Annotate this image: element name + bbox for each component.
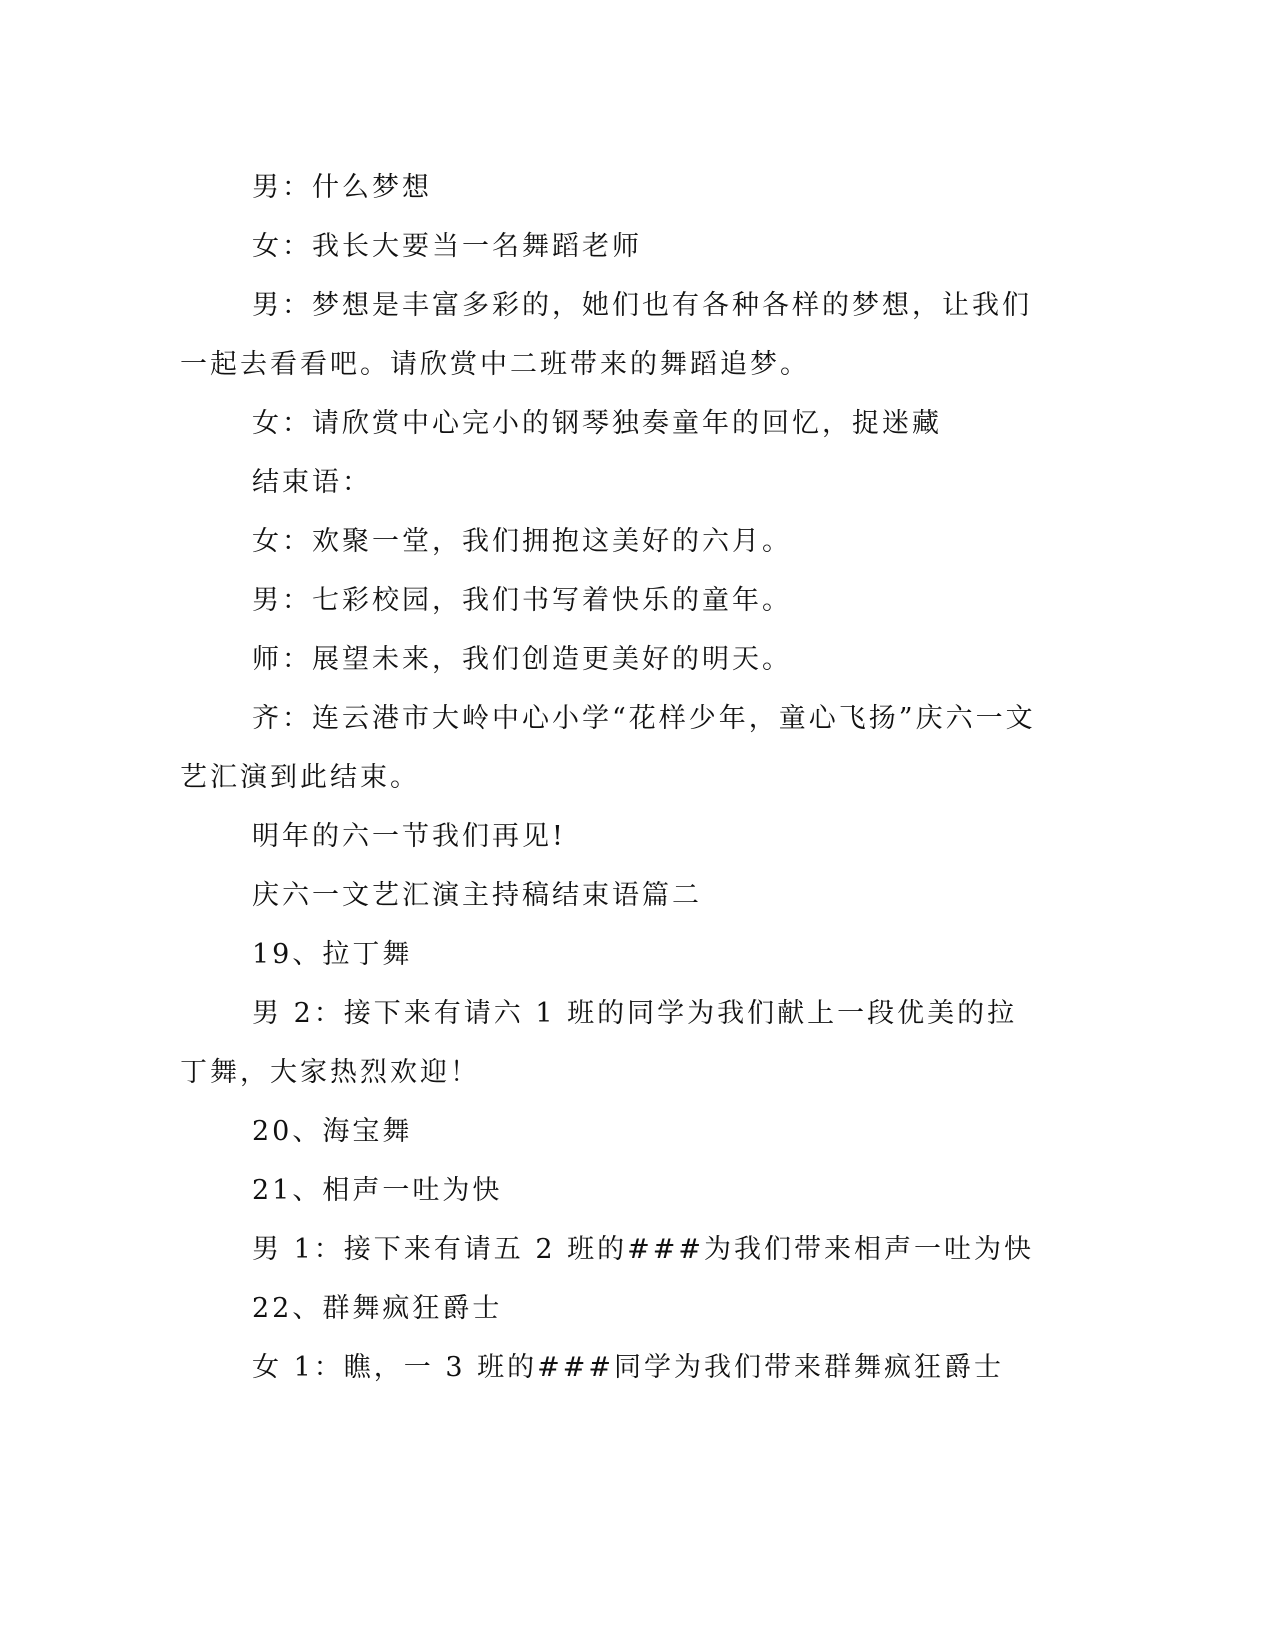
paragraph: 女 1：瞧，一 3 班的###同学为我们带来群舞疯狂爵士 (252, 1352, 1004, 1383)
program-item: 19、拉丁舞 (252, 939, 413, 970)
paragraph: 女：欢聚一堂，我们拥抱这美好的六月。 (252, 526, 792, 557)
section-heading: 结束语： (252, 467, 372, 498)
paragraph: 男：什么梦想 (252, 172, 432, 203)
paragraph: 男：梦想是丰富多彩的，她们也有各种各样的梦想，让我们一起去看看吧。请欣赏中二班带来的舞蹈追梦。 (180, 290, 1032, 380)
paragraph: 男 1：接下来有请五 2 班的###为我们带来相声一吐为快 (252, 1234, 1034, 1265)
program-item: 22、群舞疯狂爵士 (252, 1293, 503, 1324)
document-body (180, 158, 1040, 1397)
paragraph: 明年的六一节我们再见! (252, 821, 566, 852)
program-item: 21、相声一吐为快 (252, 1175, 503, 1206)
paragraph: 男 2：接下来有请六 1 班的同学为我们献上一段优美的拉丁舞，大家热烈欢迎！ (180, 998, 1018, 1088)
paragraph: 师：展望未来，我们创造更美好的明天。 (252, 644, 792, 675)
paragraph: 齐：连云港市大岭中心小学“花样少年，童心飞扬”庆六一文艺汇演到此结束。 (180, 703, 1036, 793)
paragraph: 女：请欣赏中心完小的钢琴独奏童年的回忆，捉迷藏 (252, 408, 942, 439)
program-item: 20、海宝舞 (252, 1116, 413, 1147)
paragraph: 男：七彩校园，我们书写着快乐的童年。 (252, 585, 792, 616)
paragraph: 女：我长大要当一名舞蹈老师 (252, 231, 642, 262)
section-heading: 庆六一文艺汇演主持稿结束语篇二 (252, 880, 702, 911)
